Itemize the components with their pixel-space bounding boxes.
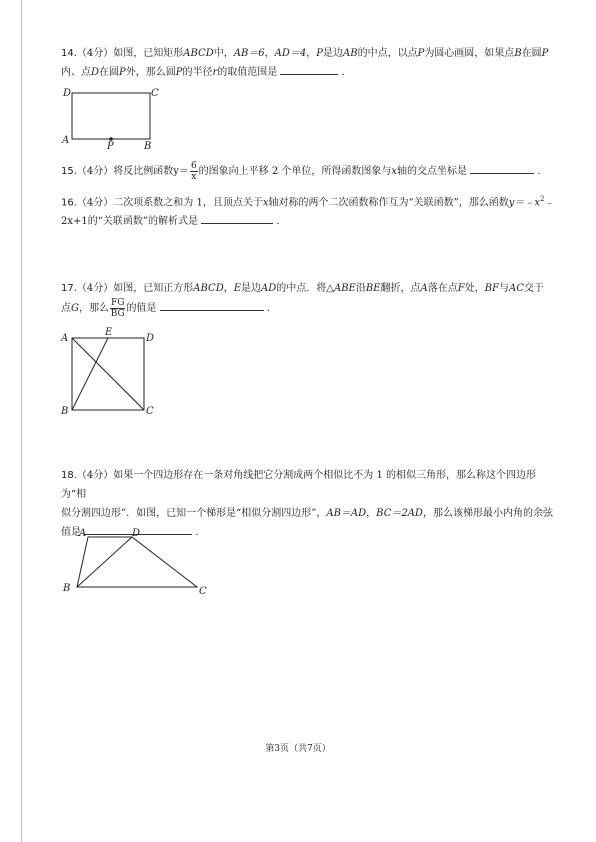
diagonal-bd — [77, 537, 132, 587]
label-c: C — [199, 586, 207, 597]
q14-rectangle-figure — [60, 85, 160, 150]
label-b: B — [63, 583, 71, 594]
page-footer: 第3页（共7页） — [265, 744, 331, 754]
label-c: C — [151, 88, 159, 99]
question-16: 16.（4分）二次项系数之和为 1，且顶点关于x轴对称的两个二次函数称作互为“关联函数”，那么函数$y=﹣x^2﹣$ 2x+1的“关联函数”的解析式是 ． — [61, 195, 555, 228]
answer-blank[interactable] — [280, 63, 338, 75]
question-18: 18.（4分）如果一个四边形存在一条对角线把它分割成两个相似比不为 1 的相似三角形，那么称这个四边形为“相 似分割四边形”．如图，已知一个梯形是“相似分割四边形”，AB＝AD，BC＝2AD，那么该梯形最小内角的余弦 值是 ． — [61, 470, 553, 538]
segment-be — [72, 338, 108, 410]
question-15: 15.（4分）将反比例函数y＝ $\frac{6}{x}$ 的图象向上平移 2 个单位，所得函数图象与x轴的交点坐标是 ． — [61, 161, 548, 182]
q18-trapezoid-figure — [60, 526, 215, 596]
label-a: A — [61, 333, 69, 344]
answer-blank[interactable] — [201, 212, 273, 224]
page-left-border — [21, 0, 22, 842]
label-d: D — [146, 333, 155, 344]
label-b: B — [61, 406, 69, 417]
q17-square-figure — [60, 326, 160, 420]
answer-blank[interactable] — [470, 162, 534, 174]
diagonal-ac — [72, 338, 144, 410]
label-a: A — [62, 135, 70, 146]
label-p: P — [107, 141, 114, 152]
question-14: 14.（4分）如图，已知矩形ABCD中，AB＝6，AD＝4，P是边AB的中点，以点P为圆心画圆，如果点B在圆P 内、点D在圆P外，那么圆P的半径r的取值范围是 ． — [61, 48, 549, 78]
label-d: D — [63, 88, 72, 99]
fraction-6-over-x: $\frac{6}{x}$ — [190, 161, 197, 182]
rectangle-abcd — [72, 93, 150, 139]
label-c: C — [146, 406, 154, 417]
label-e: E — [105, 327, 113, 338]
question-17: 17.（4分）如图，已知正方形ABCD，E是边AD的中点．将△ABE沿BE翻折，点A落在点F处，BF与AC交于 点G，那么 $\frac{FG}{BG}$ 的值是 ． — [61, 283, 544, 319]
label-b: B — [144, 141, 152, 152]
fraction-fg-over-bg: $\frac{FG}{BG}$ — [110, 298, 125, 319]
trapezoid-abcd — [77, 537, 197, 587]
answer-blank[interactable] — [160, 299, 264, 311]
label-a: A — [79, 528, 87, 539]
label-d: D — [132, 528, 141, 539]
